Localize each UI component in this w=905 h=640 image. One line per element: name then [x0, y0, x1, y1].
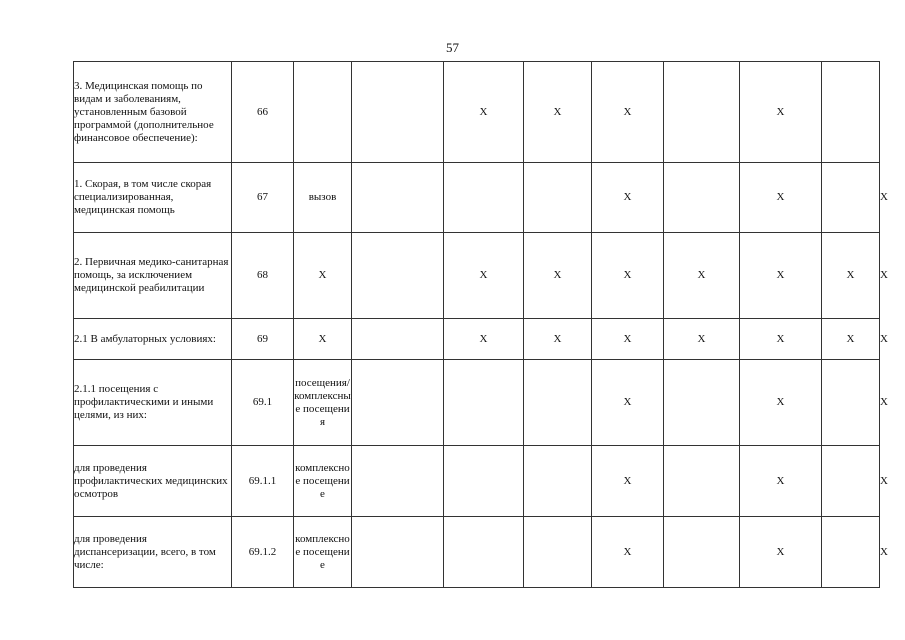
row-code-cell: 66	[232, 62, 294, 163]
value-cell	[664, 62, 740, 163]
row-unit-cell: посещения/комплексные посещения	[294, 360, 352, 446]
value-cell: X	[740, 446, 822, 517]
value-cell: X	[592, 360, 664, 446]
value-cell: X	[592, 446, 664, 517]
value-cell	[664, 446, 740, 517]
row-code-cell: 69.1.2	[232, 517, 294, 588]
row-name-cell: 1. Скорая, в том числе скорая специализированная, медицинская помощь	[74, 163, 232, 233]
value-cell	[822, 360, 880, 446]
value-cell	[822, 517, 880, 588]
value-cell: X	[740, 233, 822, 319]
row-unit-cell: комплексное посещение	[294, 517, 352, 588]
value-cell	[444, 360, 524, 446]
value-cell	[352, 446, 444, 517]
table-row: для проведения диспансеризации, всего, в том числе: 69.1.2 комплексное посещение X X X	[74, 517, 880, 588]
table-row: 1. Скорая, в том числе скорая специализированная, медицинская помощь 67 вызов X X X	[74, 163, 880, 233]
value-cell	[524, 163, 592, 233]
value-cell	[352, 62, 444, 163]
value-cell: X	[592, 319, 664, 360]
row-code-cell: 67	[232, 163, 294, 233]
value-cell: X	[524, 319, 592, 360]
value-cell	[352, 163, 444, 233]
value-cell	[822, 62, 880, 163]
value-cell: X	[664, 319, 740, 360]
value-cell	[444, 446, 524, 517]
value-cell: X	[740, 360, 822, 446]
row-unit-cell: комплексное посещение	[294, 446, 352, 517]
value-cell: X	[592, 163, 664, 233]
value-cell	[352, 517, 444, 588]
table-row	[74, 62, 880, 163]
row-name-cell: 2.1.1 посещения с профилактическими и иными целями, из них:	[74, 360, 232, 446]
value-cell	[444, 163, 524, 233]
value-cell	[352, 360, 444, 446]
value-cell: X	[822, 319, 880, 360]
value-cell: X	[740, 163, 822, 233]
value-cell	[822, 446, 880, 517]
row-name-cell: для проведения профилактических медицинских осмотров	[74, 446, 232, 517]
row-unit-cell: вызов	[294, 163, 352, 233]
table-row: 2.1.1 посещения с профилактическими и иными целями, из них: 69.1 посещения/комплексные посещения X X X	[74, 360, 880, 446]
value-cell	[664, 517, 740, 588]
value-cell	[444, 517, 524, 588]
row-name-cell: для проведения диспансеризации, всего, в том числе:	[74, 517, 232, 588]
table-row: для проведения профилактических медицинских осмотров 69.1.1 комплексное посещение X X X	[74, 446, 880, 517]
row-code-cell: 69	[232, 319, 294, 360]
row-name-cell: 2.1 В амбулаторных условиях:	[74, 319, 232, 360]
row-name-cell: 3. Медицинская помощь по видам и заболеваниям, установленным базовой программой (дополнительное финансовое обеспечение):	[74, 62, 232, 163]
value-cell	[352, 233, 444, 319]
value-cell	[822, 163, 880, 233]
value-cell: X	[740, 517, 822, 588]
row-code-cell: 68	[232, 233, 294, 319]
row-code-cell: 69.1	[232, 360, 294, 446]
row-name-cell: 2. Первичная медико-санитарная помощь, за исключением медицинской реабилитации	[74, 233, 232, 319]
value-cell: X	[664, 233, 740, 319]
value-cell: X	[444, 233, 524, 319]
value-cell	[664, 360, 740, 446]
table-row: 2.1 В амбулаторных условиях: 69 X X X X X X X X	[74, 319, 880, 360]
page-number: 57	[446, 40, 459, 55]
row-unit-cell	[294, 62, 352, 163]
row-code-cell: 69.1.1	[232, 446, 294, 517]
value-cell	[524, 517, 592, 588]
value-cell: X	[822, 233, 880, 319]
value-cell: X	[740, 319, 822, 360]
row-unit-cell: X	[294, 233, 352, 319]
value-cell: X	[740, 62, 822, 163]
table-row: 2. Первичная медико-санитарная помощь, за исключением медицинской реабилитации 68 X X X X X X X X	[74, 233, 880, 319]
value-cell	[664, 163, 740, 233]
value-cell: X	[592, 233, 664, 319]
data-table	[73, 61, 888, 588]
value-cell	[524, 360, 592, 446]
row-unit-cell: X	[294, 319, 352, 360]
value-cell	[352, 319, 444, 360]
value-cell	[524, 446, 592, 517]
value-cell: X	[444, 62, 524, 163]
value-cell: X	[592, 517, 664, 588]
value-cell: X	[524, 62, 592, 163]
value-cell: X	[592, 62, 664, 163]
value-cell: X	[444, 319, 524, 360]
value-cell: X	[524, 233, 592, 319]
